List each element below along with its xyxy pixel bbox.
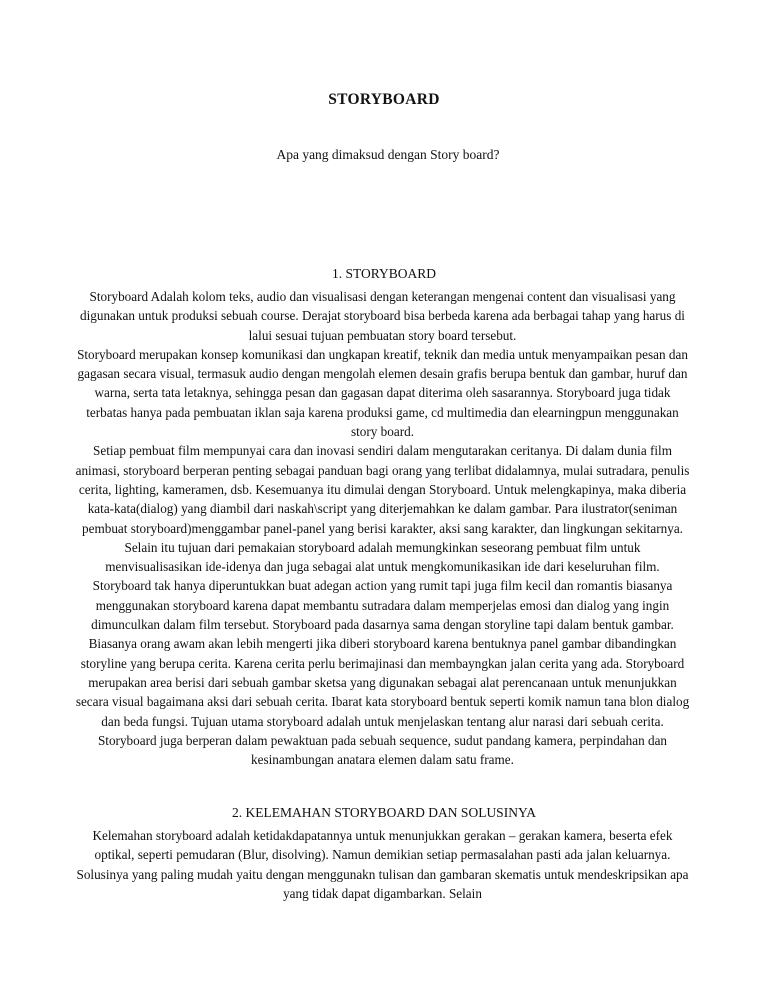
document-question: Apa yang dimaksud dengan Story board? <box>276 147 500 162</box>
section1-body <box>75 287 690 769</box>
section1-paragraph-2: Storyboard merupakan konsep komunikasi dan ungkapan kreatif, teknik dan media untuk menyampaikan pesan dan gagasan secara visual, termasuk audio dengan mengolah elemen desain grafis berupa bentuk dan gambar, huruf dan warna, serta tata letaknya, sehingga pesan dan gagasan dapat diterima oleh sasarannya. Storyboard juga tidak terbatas hanya pada pembuatan iklan saja karena produksi game, cd multimedia dan elearningpun menggunakan story board. <box>77 346 688 440</box>
section1-paragraph-1: Storyboard Adalah kolom teks, audio dan visualisasi dengan keterangan mengenai content dan visualisasi yang digunakan untuk produksi sebuah course. Derajat storyboard bisa berbeda karena ada berbagai tahap yang harus di lalui sesuai tujuan pembuatan story board tersebut. <box>80 289 685 343</box>
section1-paragraph-3: Setiap pembuat film mempunyai cara dan inovasi sendiri dalam mengutarakan ceritanya. Di dalam dunia film animasi, storyboard berperan penting sebagai panduan bagi orang yang terlibat didalamnya, mulai sutradara, penulis cerita, lighting, kameramen, dsb. Kesemuanya itu dimulai dengan Storyboard. Untuk melengkapinya, maka diberia kata-kata(dialog) yang diambil dari naskah\script yang diterjemahkan ke dalam gambar. Para ilustrator(seniman pembuat storyboard)menggambar panel-panel yang berisi karakter, aksi sang karakter, dan lingkungan sekitarnya. Selain itu tujuan dari pemakaian storyboard adalah memungkinkan seseorang pembuat film untuk menvisualisasikan ide-idenya dan juga sebagai alat untuk mengkomunikasikan ide dari keseluruhan film. Storyboard tak hanya diperuntukkan buat adegan action yang rumit tapi juga film kecil dan romantis biasanya menggunakan storyboard karena dapat membantu sutradara dalam memperjelas emosi dan dialog yang ingin dimunculkan dalam film tersebut. Storyboard pada dasarnya sama dengan storyline tapi dalam bentuk gambar. Biasanya orang awam akan lebih mengerti jika diberi storyboard karena bentuknya panel gambar dibandingkan storyline yang berupa cerita. Karena cerita perlu berimajinasi dan membayngkan jalan cerita yang ada. Storyboard merupakan area berisi dari sebuah gambar sketsa yang digunakan sebagai alat perencanaan untuk menunjukkan secara visual bagaimana aksi dari sebuah cerita. Ibarat kata storyboard bentuk seperti komik namun tana blon dialog dan beda fungsi. Tujuan utama storyboard adalah untuk menjelaskan tentang alur narasi dari sebuah cerita. Storyboard juga berperan dalam pewaktuan pada sebuah sequence, sudut pandang kamera, perpindahan dan kesinambungan anatara elemen dalam satu frame. <box>75 443 690 768</box>
document-title: STORYBOARD <box>328 91 440 108</box>
section2-paragraph-1: Kelemahan storyboard adalah ketidakdapatannya untuk menunjukkan gerakan – gerakan kamera, beserta efek optikal, seperti pemudaran (Blur, disolving). Namun demikian setiap permasalahan pasti ada jalan keluarnya. Solusinya yang paling mudah yaitu dengan menggunakn tulisan dan gambaran skematis untuk mendeskripsikan apa yang tidak dapat digambarkan. Selain <box>76 828 689 901</box>
section2-body <box>75 826 690 903</box>
section2-heading: 2. KELEMAHAN STORYBOARD DAN SOLUSINYA <box>232 805 536 820</box>
section1-heading: 1. STORYBOARD <box>331 266 437 281</box>
